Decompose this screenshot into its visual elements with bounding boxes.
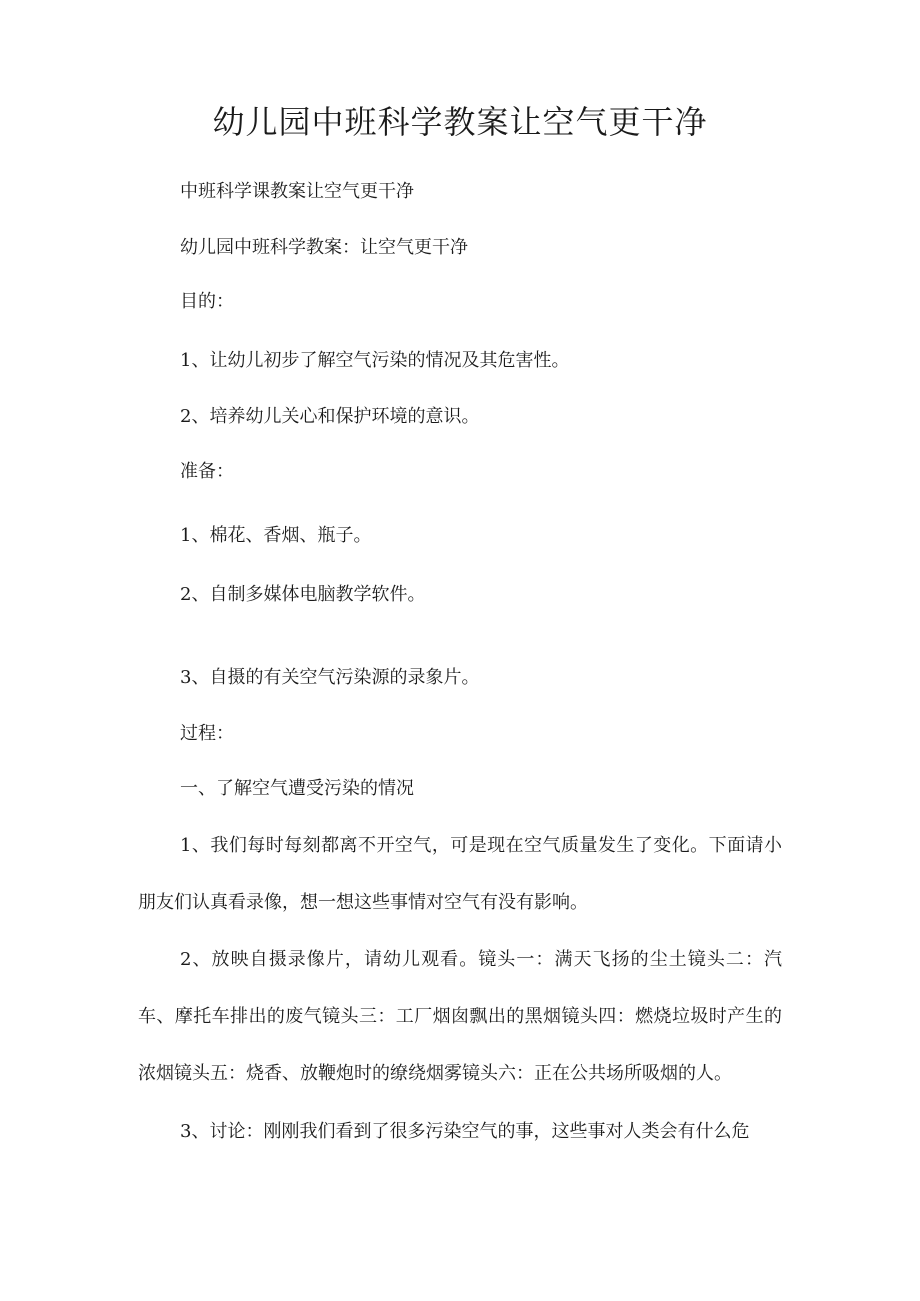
lesson-title-line: 幼儿园中班科学教案：让空气更干净 (180, 237, 468, 258)
body-paragraph-1-text: 1、我们每时每刻都离不开空气，可是现在空气质量发生了变化。下面请小朋友们认真看录像，想一想这些事情对空气有没有影响。 (138, 835, 782, 913)
body-paragraph-2 (138, 931, 782, 1102)
body-paragraph-3 (138, 1103, 782, 1160)
section-heading-preparation: 准备： (180, 461, 234, 482)
process-step-heading: 一、了解空气遭受污染的情况 (180, 778, 414, 799)
preparation-item-2: 2、自制多媒体电脑教学软件。 (180, 584, 426, 605)
preparation-item-3: 3、自摄的有关空气污染源的录象片。 (180, 667, 480, 688)
body-paragraph-3-text: 3、讨论：刚刚我们看到了很多污染空气的事，这些事对人类会有什么危 (180, 1121, 750, 1142)
section-heading-process: 过程： (180, 723, 234, 744)
document-title: 幼儿园中班科学教案让空气更干净 (212, 103, 708, 141)
body-paragraph-1 (138, 817, 782, 931)
preparation-item-1: 1、棉花、香烟、瓶子。 (180, 525, 372, 546)
subtitle-line: 中班科学课教案让空气更干净 (180, 181, 414, 202)
goal-item-2: 2、培养幼儿关心和保护环境的意识。 (180, 406, 480, 427)
body-paragraph-2-text: 2、放映自摄录像片，请幼儿观看。镜头一：满天飞扬的尘土镜头二：汽车、摩托车排出的废气镜头三：工厂烟囱飘出的黑烟镜头四：燃烧垃圾时产生的浓烟镜头五：烧香、放鞭炮时的缭绕烟雾镜头六：正在公共场所吸烟的人。 (138, 949, 782, 1084)
goal-item-1: 1、让幼儿初步了解空气污染的情况及其危害性。 (180, 350, 570, 371)
section-heading-goals: 目的： (180, 291, 234, 312)
